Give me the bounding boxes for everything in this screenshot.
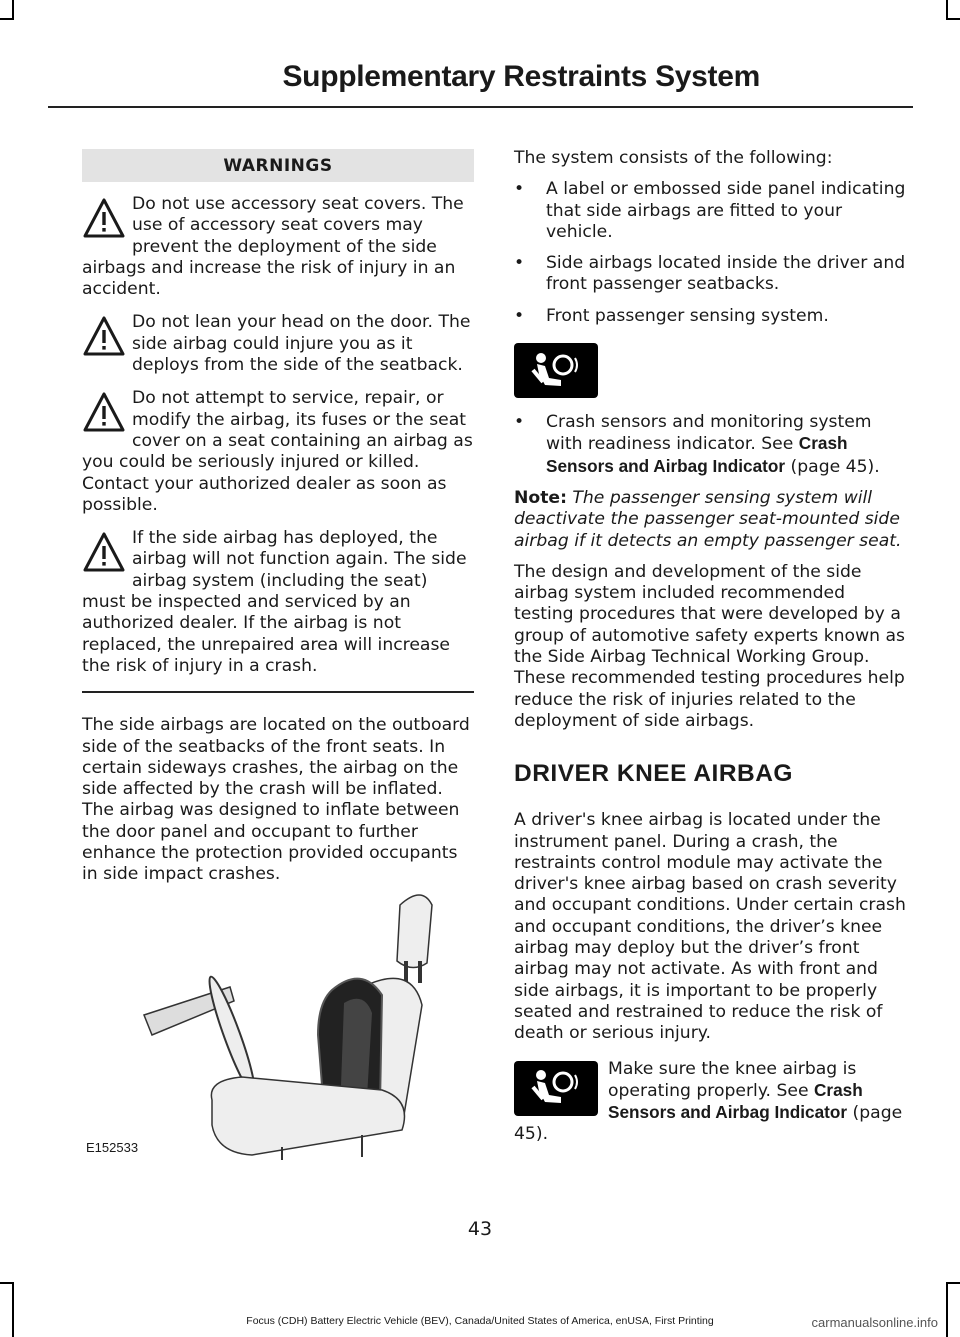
cross-reference-link[interactable]: Crash Sensors and Airbag Indicator: [546, 433, 848, 476]
note-text: The passenger sensing system will deactivate the passenger seat-mounted side airbag if it detects an empty passenger seat.: [514, 487, 902, 551]
warning-item: [82, 528, 474, 677]
system-intro: The system consists of the following:: [514, 148, 833, 168]
note: [514, 488, 909, 552]
crop-mark: [0, 1282, 14, 1284]
bullet-icon: •: [514, 179, 525, 200]
watermark: carmanualsonline.info: [811, 1315, 938, 1330]
figure-id: E152533: [86, 1140, 139, 1155]
warning-triangle-icon: [82, 530, 126, 576]
list-item: [514, 412, 909, 478]
page-reference: (page 45).: [514, 1103, 903, 1145]
knee-airbag-paragraph: A driver's knee airbag is located under the instrument panel. During a crash, the restraints control module may activate the driver's knee airbag based on crash severity and occupant conditions. Under certain crash and occupant conditions, the driver’s knee airbag may deploy but the driver’s front airbag may not activate. As with front and side airbags, it is important to be properly seated and restrained to reduce the risk of death or serious injury.: [514, 810, 906, 1044]
crop-mark: [946, 18, 960, 20]
header-rule: [48, 106, 913, 108]
warning-text: Do not use accessory seat covers. The use of accessory seat covers may prevent the deployment of the side airbags and increase the risk of injury in an accident.: [82, 194, 464, 300]
bullet-icon: •: [514, 412, 525, 433]
warnings-divider: [82, 691, 474, 693]
list-item: [514, 179, 909, 243]
crop-mark: [12, 0, 14, 18]
crop-mark: [946, 1282, 948, 1337]
airbag-person-icon: [527, 1067, 585, 1109]
crop-mark: [946, 1282, 960, 1284]
design-paragraph: The design and development of the side airbag system included recommended testing procedures that were developed by a group of automotive safety experts known as the Side Airbag Technical Working Group. These recommended testing procedures help reduce the risk of injuries related to the deployment of side airbags.: [514, 561, 905, 731]
crop-mark: [12, 1282, 14, 1337]
crop-mark: [0, 18, 14, 20]
warning-triangle-icon: [82, 314, 126, 360]
cross-reference-link[interactable]: Crash Sensors and Airbag Indicator: [608, 1079, 863, 1123]
warning-triangle-icon: [82, 196, 126, 242]
left-column: [82, 140, 474, 896]
page-title: Supplementary Restraints System: [282, 60, 760, 93]
warning-item: [82, 388, 474, 516]
warning-item: [82, 194, 474, 300]
bullet-icon: •: [514, 305, 525, 326]
airbag-indicator-icon: [514, 343, 598, 398]
knee-tip: [514, 1059, 909, 1146]
page-number: 43: [467, 1218, 493, 1240]
list-item-text: Crash sensors and monitoring system with readiness indicator. See: [546, 412, 872, 455]
side-airbag-seat-illustration: [82, 885, 474, 1160]
list-item-text: A label or embossed side panel indicating that side airbags are fitted to your vehicle.: [546, 179, 906, 242]
knee-tip-text: Make sure the knee airbag is operating properly. See: [608, 1058, 857, 1101]
airbag-person-icon: [527, 350, 585, 392]
warning-triangle-icon: [82, 390, 126, 436]
airbag-indicator-icon: [514, 1061, 598, 1116]
right-column: [514, 148, 909, 1146]
note-label: Note:: [514, 487, 567, 508]
bullet-icon: •: [514, 253, 525, 274]
list-item-text: Front passenger sensing system.: [546, 305, 829, 326]
warnings-heading: WARNINGS: [82, 149, 474, 182]
list-item: [514, 306, 909, 327]
warning-text: Do not attempt to service, repair, or modify the airbag, its fuses or the seat cover on a seat containing an airbag as you could be seriously injured or killed. Contact your authorized dealer as soon as possible.: [82, 388, 473, 515]
crop-mark: [946, 0, 948, 18]
page-reference: (page 45).: [785, 456, 880, 477]
warning-text: If the side airbag has deployed, the airbag will not function again. The side airbag system (including the seat) must be inspected and serviced by an authorized dealer. If the airbag is not replaced, the unrepaired area will increase the risk of injury in a crash.: [82, 528, 467, 676]
section-heading: DRIVER KNEE AIRBAG: [514, 760, 793, 788]
warning-text: Do not lean your head on the door. The side airbag could injure you as it deploys from the side of the seatback.: [132, 312, 471, 376]
list-item-text: Side airbags located inside the driver and front passenger seatbacks.: [546, 253, 906, 295]
side-airbag-paragraph: The side airbags are located on the outboard side of the seatbacks of the front seats. In certain sideways crashes, the airbag on the side affected by the crash will be inflated. The airbag was designed to inflate between the door panel and occupant to further enhance the protection provided occupants in side impact crashes.: [82, 715, 470, 885]
warning-item: [82, 312, 474, 376]
list-item: [514, 253, 909, 296]
footer-text: Focus (CDH) Battery Electric Vehicle (BEV), Canada/United States of America, enUSA, First Printing: [246, 1315, 714, 1327]
